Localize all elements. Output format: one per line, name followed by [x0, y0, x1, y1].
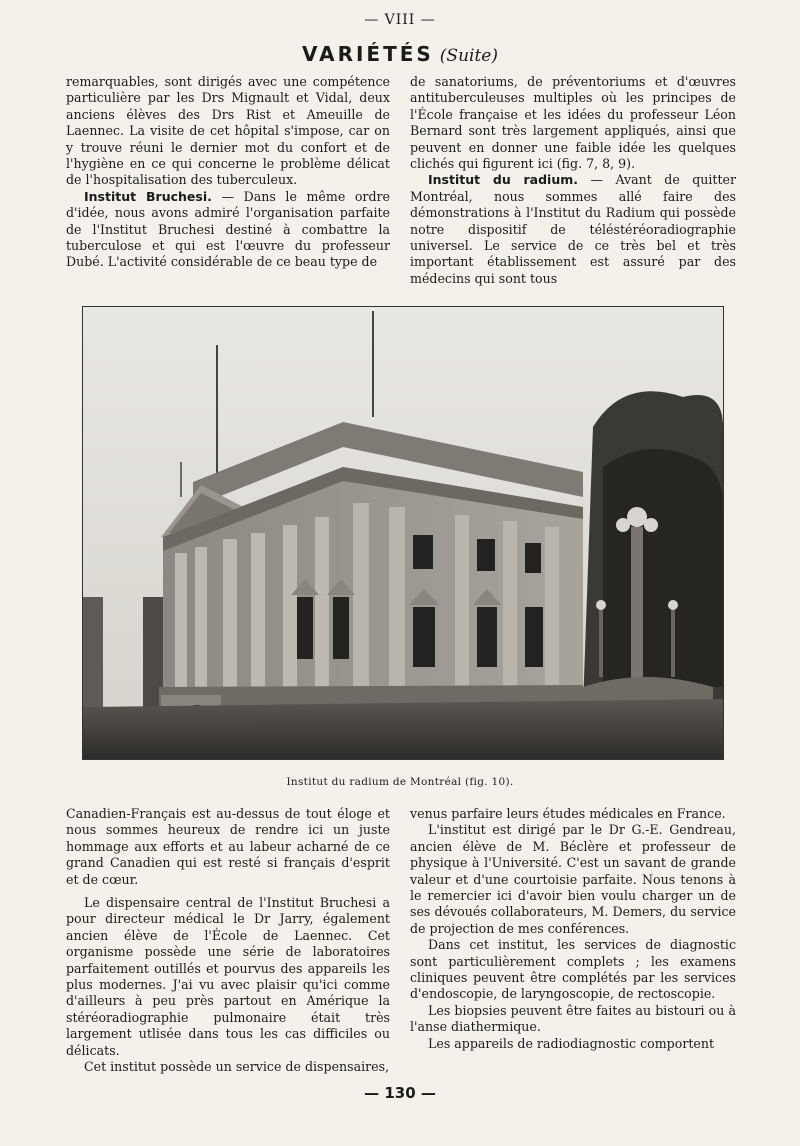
column-bottom-left: [66, 806, 390, 1076]
paragraph: [66, 189, 390, 271]
figure-photo: [82, 306, 724, 760]
figure-caption: Institut du radium de Montréal (fig. 10).: [286, 776, 514, 788]
column-top-left: [66, 74, 390, 271]
paragraph-heading: Institut du radium.: [428, 172, 579, 188]
paragraph: Les biopsies peuvent être faites au bistouri ou à l'anse diathermique.: [410, 1002, 736, 1035]
paragraph: Le dispensaire central de l'Institut Bruchesi a pour directeur médical le Dr Jarry, également ancien élève de l'École de Laennec. Cet organisme possède une série de laboratoires parfaitement outillés et pourvus des appareils les plus modernes. J'ai vu avec plaisir qu'ici comme d'ailleurs à peu près partout en Amérique la stéréoradiographie pulmonaire était très largement utlisée dans tous les cas difficiles ou délicats.: [66, 895, 390, 1058]
paragraph: L'institut est dirigé par le Dr G.-E. Gendreau, ancien élève de M. Béclère et professeur de physique à l'Université. C'est un savant de grande valeur et d'une courtoisie parfaite. Nous tenons à le remercier ici d'avoir bien voulu charger un de ses dévoués collaborateurs, M. Demers, du service de projection de mes conférences.: [410, 822, 736, 936]
page-number: — 130 —: [364, 1084, 436, 1102]
paragraph-body: — Avant de quitter Montréal, nous sommes allé faire des démonstrations à l'Institut du Radium qui possède notre dispositif de téléstéréoradiographie universel. Le service de ce très bel et très important établissement est assuré par des médecins qui sont tous: [410, 172, 737, 286]
building-photo: [83, 307, 723, 759]
paragraph: [410, 172, 736, 287]
column-top-right: [410, 74, 736, 287]
paragraph: de sanatoriums, de préventoriums et d'œuvres antituberculeuses multiples où les principes de l'École française et les idées du professeur Léon Bernard sont très largement appliqués, ainsi que peuvent en donner une faible idée les quelques clichés qui figurent ici (fig. 7, 8, 9).: [410, 74, 736, 172]
paragraph: Les appareils de radiodiagnostic comportent: [428, 1035, 715, 1051]
section-title-sub: (Suite): [439, 46, 498, 66]
section-title: [0, 42, 800, 66]
paragraph: Canadien-Français est au-dessus de tout éloge et nous sommes heureux de rendre ici un juste hommage aux efforts et au labeur acharné de ce grand Canadien qui est resté si français d'esprit et de cœur.: [66, 806, 390, 887]
paragraph-body: — Dans le même ordre d'idée, nous avons admiré l'organisation parfaite de l'Institut Bruchesi destiné à combattre la tuberculose et qui est l'œuvre du professeur Dubé. L'activité considérable de ce beau type de: [66, 188, 390, 270]
paragraph: venus parfaire leurs études médicales en France.: [410, 806, 726, 821]
paragraph: Dans cet institut, les services de diagnostic sont particulièrement complets ; les examens cliniques peuvent être complétés par les services d'endoscopie, de laryngoscopie, de rectoscopie.: [410, 937, 736, 1002]
paragraph: remarquables, sont dirigés avec une compétence particulière par les Drs Mignault et Vidal, deux anciens élèves des Drs Rist et Ameuille de Laennec. La visite de cet hôpital s'impose, car on y trouve réuni le dernier mot du confort et de l'hygiène en ce qui concerne le problème délicat de l'hospitalisation des tuberculeux.: [66, 74, 390, 188]
paragraph: Cet institut possède un service de dispensaires,: [84, 1059, 390, 1075]
paragraph-heading: Institut Bruchesi.: [84, 188, 212, 204]
column-bottom-right: [410, 806, 736, 1052]
section-title-main: VARIÉTÉS: [301, 42, 434, 66]
page-roman-number: — VIII —: [364, 12, 436, 28]
